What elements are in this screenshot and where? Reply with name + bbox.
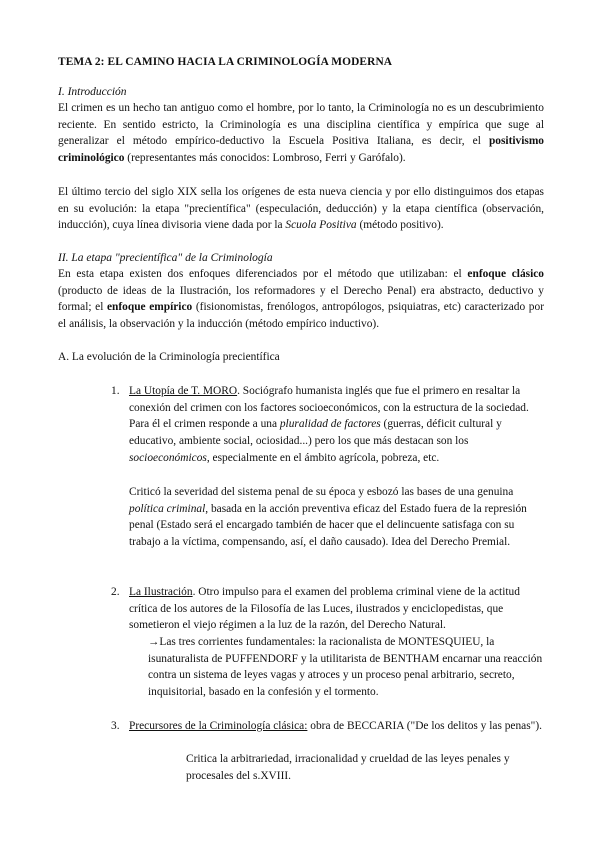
underlined-label: Precursores de la Criminología clásica: — [129, 720, 308, 732]
page-title: TEMA 2: EL CAMINO HACIA LA CRIMINOLOGÍA MODERNA — [58, 56, 393, 68]
bold-text: enfoque empírico — [106, 301, 193, 314]
paragraph-introduccion-2 — [58, 184, 544, 234]
section-heading-introduccion: I. Introducción — [58, 86, 127, 98]
italic-text: socioeconómicos — [129, 451, 207, 464]
text: . Sociógrafo humanista inglés que fue el primero en resaltar la conexión del crimen con los factores socioeconómicos, con la estructura de la sociedad. Para él el crimen responde a una — [129, 385, 529, 431]
list-item-precursores — [129, 718, 545, 735]
list-item-utopia-paragraph-2 — [129, 484, 545, 551]
list-number: 1. — [111, 385, 120, 397]
bold-text: positivismo criminológico — [58, 135, 544, 165]
text: Criticó la severidad del sistema penal de su época y esbozó las bases de una genuina — [129, 486, 514, 498]
section-heading-precientifica: II. La etapa "precientífica" de la Criminología — [58, 252, 273, 264]
text: El último tercio del siglo XIX sella los orígenes de esta nueva ciencia y por ello distinguimos dos etapas en su evolución: la etapa "precientífica" (especulación, deducción) y la etapa científica (observación, inducción), cuya línea divisoria viene dada por la — [58, 186, 544, 232]
text: obra de BECCARIA ("De los delitos y las penas"). — [307, 720, 542, 732]
italic-text: pluralidad de factores — [279, 418, 381, 431]
text: (guerras, déficit cultural y educativo, ambiente social, ociosidad...) pero los que más destacan son los — [129, 418, 502, 448]
text: (representantes más conocidos: Lombroso, Ferri y Garófalo). — [124, 152, 406, 165]
list-item-precursores-sub: Critica la arbitrariedad, irracionalidad y crueldad de las leyes penales y procesales del s.XVIII. — [186, 753, 510, 782]
list-item-utopia — [129, 383, 545, 467]
list-item-ilustracion — [129, 584, 545, 634]
list-number: 3. — [111, 720, 120, 732]
text: (producto de ideas de la Ilustración, los reformadores y el Derecho Penal) era abstracto, deductivo y formal; el — [58, 284, 544, 314]
text: , especialmente en el ámbito agrícola, pobreza, etc. — [206, 451, 440, 464]
text: (método positivo). — [356, 219, 444, 232]
text: , basada en la acción preventiva eficaz del Estado fuera de la represión penal (Estado será el encargado también de hacer que el delincuente satisfaga con su trabajo a la víctima, compensando, así, el daño causado). Idea del Derecho Premial. — [129, 502, 527, 549]
text: . Otro impulso para el examen del problema criminal viene de la actitud crítica de los autores de la Filosofía de las Luces, ilustrados y enciclopedistas, que sometieron el viejo régimen a la luz de la razón, del Derecho Natural. — [129, 586, 520, 632]
bold-text: enfoque clásico — [467, 268, 544, 280]
paragraph-precientifica — [58, 266, 544, 333]
list-item-ilustracion-arrow-note: →Las tres corrientes fundamentales: la racionalista de MONTESQUIEU, la isunaturalista de PUFFENDORF y la utilitarista de BENTHAM encarnar una reacción contra un sistema de leyes vagas y atroces y un proceso penal arbitrario, secreto, inquisitorial, basado en la confesión y el tormento. — [148, 636, 543, 699]
subsection-heading-A: A. La evolución de la Criminología precientífica — [58, 351, 280, 363]
italic-text: política criminal — [129, 502, 206, 515]
paragraph-introduccion-1 — [58, 100, 544, 167]
text: En esta etapa existen dos enfoques diferenciados por el método que utilizaban: el — [58, 268, 468, 280]
text: (fisionomistas, frenólogos, antropólogos, psiquiatras, etc) caracterizado por el análisis, la observación y la inducción (método empírico inductivo). — [58, 301, 544, 331]
underlined-label: La Utopía de T. MORO — [129, 385, 238, 397]
list-number: 2. — [111, 586, 120, 598]
text: El crimen es un hecho tan antiguo como el hombre, por lo tanto, la Criminología no es un descubrimiento reciente. En sentido estricto, la Criminología es una disciplina científica y empírica que suge al generalizar el método empírico-deductivo la Escuela Positiva Italiana, es decir, el — [58, 102, 544, 148]
underlined-label: La Ilustración — [129, 586, 193, 598]
italic-text: Scuola Positiva — [285, 219, 357, 232]
